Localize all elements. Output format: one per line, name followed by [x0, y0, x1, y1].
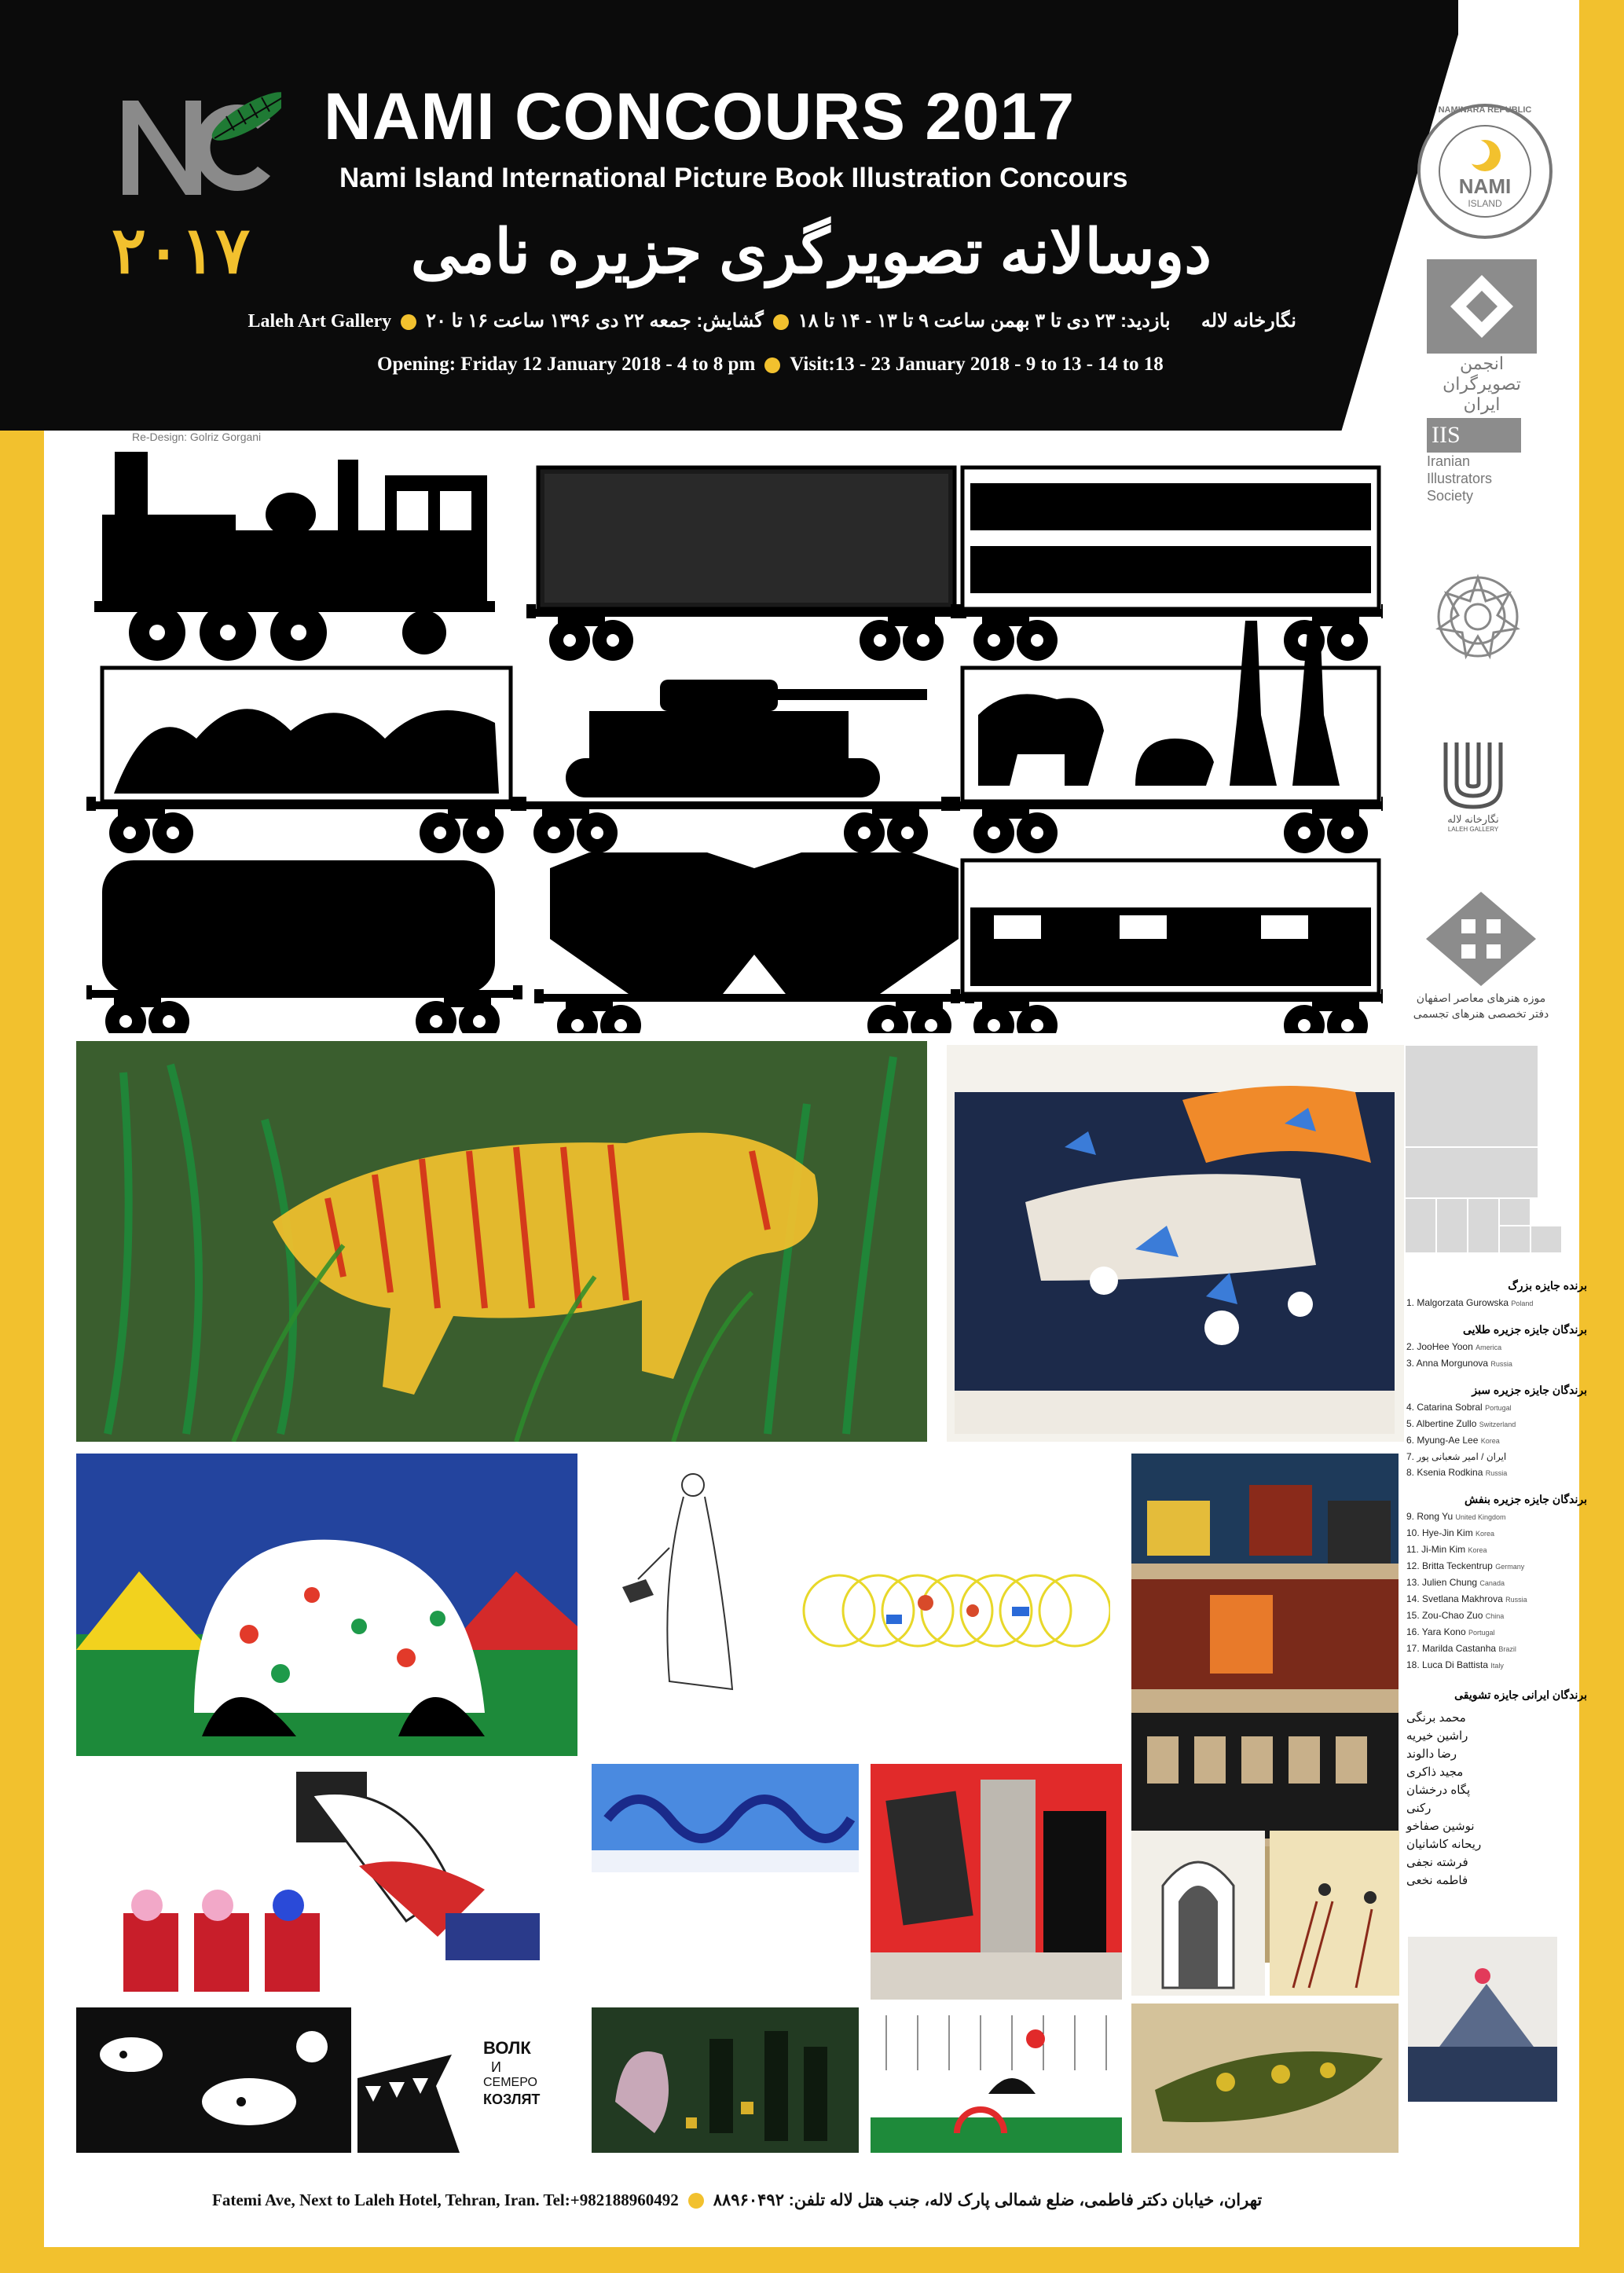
schedule-row-en: [377, 347, 1164, 382]
persian-title: دوسالانه تصویرگری جزیره نامی: [410, 217, 1212, 286]
artwork-tiger: [76, 1041, 927, 1442]
artwork-woman-birds: [947, 1045, 1404, 1442]
iis-fa-2: تصویرگران: [1443, 374, 1521, 394]
footer-address: [212, 2180, 1438, 2220]
winners-list: [1406, 1277, 1587, 1929]
bottom-border: [0, 2247, 1624, 2273]
isfahan-museum-logo: [1399, 888, 1564, 1037]
safari-wagon: [951, 621, 1383, 853]
book-title-4: КОЗЛЯТ: [483, 2092, 541, 2107]
bullet-dot: [401, 314, 416, 330]
iis-line-1: Iranian: [1427, 453, 1471, 469]
opening-fa: گشایش: جمعه ۲۲ دی ۱۳۹۶ ساعت ۱۶ تا ۲۰: [426, 310, 764, 332]
persian-year: ۲۰۱۷: [112, 215, 251, 287]
iran-winner: مجید ذاکری: [1406, 1765, 1464, 1779]
book-title-2: И: [491, 2059, 501, 2075]
layout-key-grid: [1405, 1045, 1562, 1253]
winner-item: 8. Ksenia Rodkina Russia: [1406, 1467, 1508, 1478]
locomotive: [94, 452, 495, 661]
culture-org-logo: [1419, 570, 1537, 672]
visit-en: Visit:13 - 23 January 2018 - 9 to 13 - 14 to 18: [790, 354, 1164, 375]
iran-prize-heading: برندگان ایرانی جایزه تشویقی: [1454, 1688, 1587, 1701]
iis-line-3: Society: [1427, 488, 1474, 504]
artwork-yellow-circles: [792, 1454, 1110, 1756]
hopper-wagon: [534, 852, 974, 1033]
bullet-dot: [764, 357, 780, 373]
gallery-name-en: Laleh Art Gallery: [247, 311, 392, 332]
bullet-dot: [773, 314, 789, 330]
persian-title-row: [112, 211, 1212, 297]
iran-winner: نوشین صفاخو: [1406, 1820, 1475, 1833]
page-title: NAMI CONCOURS 2017: [324, 79, 1076, 153]
iran-winner: محمد برنگی: [1406, 1711, 1466, 1725]
deer-wagon: [951, 860, 1383, 1033]
winner-item: 9. Rong Yu United Kingdom: [1406, 1511, 1506, 1522]
winner-item: 10. Hye-Jin Kim Korea: [1406, 1527, 1495, 1538]
gallery-name-fa: نگارخانه لاله: [1201, 310, 1296, 332]
winner-item: 16. Yara Kono Portugal: [1406, 1626, 1495, 1637]
iran-winner: راشین خیریه: [1406, 1729, 1468, 1743]
winner-item: 2. JooHee Yoon America: [1406, 1341, 1502, 1352]
artwork-bw-animals: [76, 2007, 351, 2153]
bullet-dot: [688, 2193, 704, 2209]
artwork-stair-figures: [1408, 1937, 1557, 2102]
winner-item: 1. Malgorzata Gurowska Poland: [1406, 1297, 1534, 1308]
artwork-boat: [1131, 2004, 1399, 2153]
museum-fa-2: دفتر تخصصی هنرهای تجسمی: [1413, 1007, 1549, 1020]
winner-item: 12. Britta Teckentrup Germany: [1406, 1560, 1525, 1571]
schedule-row-fa: [86, 302, 1296, 341]
artwork-blue-squiggle: [592, 1764, 859, 1872]
naminara-republic-seal: [1414, 101, 1556, 242]
winner-item: 15. Zou-Chao Zuo China: [1406, 1610, 1505, 1621]
iis-abbr: IIS: [1427, 418, 1521, 453]
winner-item: 11. Ji-Min Kim Korea: [1406, 1544, 1487, 1555]
winner-item: 18. Luca Di Battista Italy: [1406, 1659, 1504, 1670]
iran-winner: فرشته نجفی: [1406, 1856, 1468, 1869]
address-en: Fatemi Ave, Next to Laleh Hotel, Tehran, Iran. Tel:+982188960492: [212, 2191, 679, 2209]
winner-item: 7. ایران / امیر شعبانی پور: [1406, 1451, 1507, 1462]
opening-en: Opening: Friday 12 January 2018 - 4 to 8 pm: [377, 354, 756, 375]
tank-wagon: [511, 680, 951, 853]
artwork-arch-door: [1131, 1831, 1265, 1996]
seal-nami: NAMI: [1458, 174, 1512, 198]
iis-fa-3: ایران: [1463, 394, 1501, 414]
purple-prize-heading: برندگان جایزه جزیره بنفش: [1464, 1493, 1587, 1505]
winner-item: 17. Marilda Castanha Brazil: [1406, 1643, 1516, 1654]
book-title-1: ВОЛК: [483, 2038, 531, 2058]
iis-logo: [1427, 259, 1537, 530]
laleh-en: LALEH GALLERY: [1447, 826, 1499, 833]
iran-winner: ریحانه کاشانیان: [1406, 1838, 1482, 1851]
seal-island: ISLAND: [1468, 198, 1502, 209]
winner-item: 13. Julien Chung Canada: [1406, 1577, 1505, 1588]
winner-item: 4. Catarina Sobral Portugal: [1406, 1402, 1512, 1413]
iis-fa-1: انجمن: [1460, 354, 1504, 373]
artwork-cats-table: [76, 1764, 577, 1993]
iran-winner: رضا دالوند: [1406, 1747, 1457, 1761]
winner-item: 14. Svetlana Makhrova Russia: [1406, 1593, 1527, 1604]
green-prize-heading: برندگان جایزه جزیره سبز: [1472, 1384, 1587, 1396]
visit-fa: بازدید: ۲۳ دی تا ۳ بهمن ساعت ۹ تا ۱۳ - ۱۴ تا ۱۸: [797, 310, 1171, 332]
train-cars-graphic: [86, 444, 1383, 1033]
book-title-3: СЕМЕРО: [483, 2076, 537, 2089]
seal-text: NAMINARA REPUBLIC: [1438, 105, 1532, 115]
nc-logo: [116, 85, 281, 203]
artwork-sketch-man: [591, 1454, 777, 1756]
iran-winner: پگاه درخشان رکنی: [1406, 1784, 1471, 1815]
winner-item: 3. Anna Morgunova Russia: [1406, 1358, 1512, 1369]
laleh-gallery-logo: [1438, 735, 1509, 845]
grand-prize-heading: برنده جایزه بزرگ: [1508, 1279, 1587, 1292]
artwork-umbrella: [871, 2007, 1122, 2153]
artwork-dome: [76, 1454, 577, 1756]
artwork-forest-people: [592, 2007, 859, 2153]
coal-wagon: [526, 467, 966, 661]
train-illustration: [86, 444, 1383, 1033]
winner-item: 6. Myung-Ae Lee Korea: [1406, 1435, 1500, 1446]
iran-winner: فاطمه نخعی: [1406, 1874, 1468, 1887]
iis-line-2: Illustrators: [1427, 471, 1493, 486]
bodies-wagon: [86, 668, 526, 853]
winner-item: 5. Albertine Zullo Switzerland: [1406, 1418, 1516, 1429]
artwork-ladders: [1270, 1831, 1399, 1996]
address-fa: تهران، خیابان دکتر فاطمی، ضلع شمالی پارک لاله، جنب هتل لاله تلفن: ۸۸۹۶۰۴۹۲: [713, 2191, 1263, 2209]
museum-fa-1: موزه هنرهای معاصر اصفهان: [1416, 992, 1546, 1004]
tanker-wagon: [86, 860, 522, 1033]
laleh-fa: نگارخانه لاله: [1447, 813, 1499, 825]
page-subtitle: Nami Island International Picture Book Illustration Concours: [339, 163, 1128, 193]
gold-prize-heading: برندگان جایزه جزیره طلایی: [1462, 1323, 1587, 1336]
artwork-red-gray-stones: [871, 1764, 1122, 2000]
redesign-credit: Re-Design: Golriz Gorgani: [132, 431, 262, 443]
artwork-wolf-book: [357, 2007, 577, 2153]
